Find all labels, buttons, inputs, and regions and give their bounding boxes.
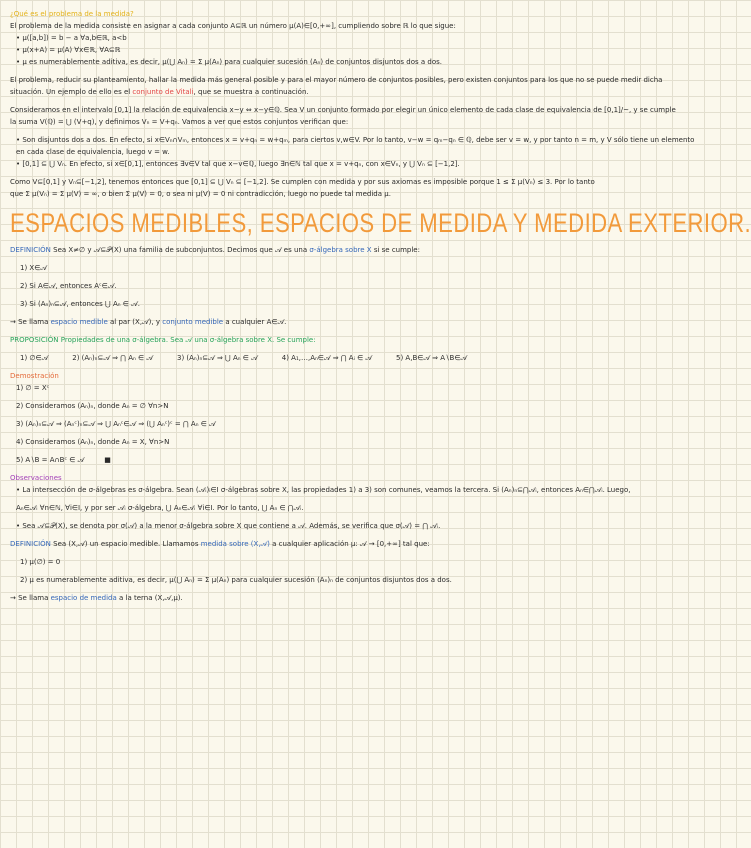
def1-item-1: 1) X∈𝒜 (20, 264, 47, 272)
prop-item-4: 4) A₁,…,Aₙ∈𝒜 ⇒ ⋂ Aᵢ ∈ 𝒜 (281, 354, 373, 362)
proof-2: 2) Consideramos (Aₙ)ₙ, donde Aₙ = ∅ ∀n>N (16, 402, 169, 410)
vitali-conclusion-1: Como V⊆[0,1] y Vₙ⊆[−1,2], tenemos entonces que [0,1] ⊆ ⋃ Vₙ ⊆ [−1,2]. Se cumplen con medida y por sus axiomas es imposible porque 1 ≤ Σ μ(Vₙ) ≤ 3. Por lo tanto (10, 178, 595, 186)
definition-measure: DEFINICIÓN Sea (X,𝒜) un espacio medible. Llamamos medida sobre (X,𝒜) a cualquier aplicación μ: 𝒜 → [0,+∞] tal que: (10, 540, 430, 548)
def2-item-2: 2) μ es numerablemente aditiva, es decir, μ(⋃ Aₙ) = Σ μ(Aₙ) para cualquier sucesión (Aₙ)ₙ de conjuntos disjuntos dos a dos. (20, 576, 452, 584)
vitali-claim-1b: en cada clase de equivalencia, luego v = w. (16, 148, 170, 156)
def2-note: → Se llama espacio de medida a la terna (X,𝒜,μ). (10, 594, 183, 602)
definition-sigma-algebra: DEFINICIÓN Sea X≠∅ y 𝒜⊆𝒫(X) una familia de subconjuntos. Decimos que 𝒜 es una σ-álgebra sobre X si se cumple: (10, 246, 420, 254)
vitali-line-2: la suma V(ℚ) = ⋃ (V+q), y definimos Vₙ = V+qₙ. Vamos a ver que estos conjuntos verifican que: (10, 118, 349, 126)
problem-line-1: El problema, reducir su planteamiento, hallar la medida más general posible y para el mayor número de conjuntos posibles, pero existen conjuntos para los que no se puede medir dicha (10, 76, 663, 84)
def2-item-1: 1) μ(∅) = 0 (20, 558, 61, 566)
proof-3: 3) (Aₙ)ₙ⊆𝒜 ⇒ (Aₙᶜ)ₙ⊆𝒜 ⇒ ⋃ Aₙᶜ∈𝒜 ⇒ (⋃ Aₙᶜ)ᶜ = ⋂ Aₙ ∈ 𝒜 (16, 420, 216, 428)
definition-label: DEFINICIÓN (10, 540, 51, 548)
observation-2: • Sea 𝒜⊆𝒫(X), se denota por σ(𝒜) a la menor σ-álgebra sobre X que contiene a 𝒜. Además, se verifica que σ(𝒜) = ⋂ 𝒜ᵢ. (16, 522, 441, 530)
proof-1: 1) ∅ = Xᶜ (16, 384, 50, 392)
intro-bullet-3: • μ es numerablemente aditiva, es decir, μ(⋃ Aₙ) = Σ μ(Aₙ) para cualquier sucesión (Aₙ) de conjuntos disjuntos dos a dos. (16, 58, 442, 66)
qed-mark: ■ (104, 456, 111, 464)
proof-label: Demostración (10, 372, 59, 380)
definition-label: DEFINICIÓN (10, 246, 51, 254)
proof-4: 4) Consideramos (Aₙ)ₙ, donde Aₙ = X, ∀n>N (16, 438, 170, 446)
prop-item-2: 2) (Aₙ)ₙ⊆𝒜 ⇒ ⋂ Aₙ ∈ 𝒜 (72, 354, 153, 362)
intro-bullet-1: • μ([a,b]) = b − a ∀a,b∈ℝ, a<b (16, 34, 127, 42)
proposition-label: PROPOSICIÓN (10, 336, 59, 344)
prop-item-3: 3) (Aₙ)ₙ⊆𝒜 ⇒ ⋃ Aₙ ∈ 𝒜 (177, 354, 258, 362)
prop-item-1: 1) ∅∈𝒜 (20, 354, 49, 362)
intro-line: El problema de la medida consiste en asignar a cada conjunto A⊆ℝ un número μ(A)∈[0,+∞], cumpliendo sobre ℝ lo que sigue: (10, 22, 456, 30)
proposition-items (10, 352, 646, 364)
observations-label: Observaciones (10, 474, 62, 482)
vitali-set-term: conjunto de Vitali (132, 88, 194, 96)
proof-5: 5) A∖B = A∩Bᶜ ∈ 𝒜 ■ (16, 456, 111, 464)
problem-line-2: situación. Un ejemplo de ello es el conjunto de Vitali, que se muestra a continuación. (10, 88, 309, 96)
prop-item-5: 5) A,B∈𝒜 ⇒ A∖B∈𝒜 (396, 354, 468, 362)
vitali-line-1: Consideramos en el intervalo [0,1] la relación de equivalencia x~y ⇔ x−y∈ℚ. Sea V un conjunto formado por elegir un único elemento de cada clase de equivalencia de [0,1]/~, y se cumple (10, 106, 676, 114)
def1-item-2: 2) Si A∈𝒜, entonces Aᶜ∈𝒜. (20, 282, 117, 290)
section-title: ESPACIOS MEDIBLES, ESPACIOS DE MEDIDA Y MEDIDA EXTERIOR. (10, 208, 751, 238)
proposition-title: PROPOSICIÓN Propiedades de una σ-álgebra. Sea 𝒜 una σ-álgebra sobre X. Se cumple: (10, 336, 316, 344)
vitali-claim-1a: • Son disjuntos dos a dos. En efecto, si x∈Vₙ∩Vₘ, entonces x = v+qₙ = w+qₘ, para ciertos v,w∈V. Por lo tanto, v−w = qₘ−qₙ ∈ ℚ, debe ser v = w, y por tanto n = m, y V sólo tiene un elemento (16, 136, 695, 144)
def1-item-3: 3) Si (Aₙ)ₙ⊆𝒜, entonces ⋃ Aₙ ∈ 𝒜. (20, 300, 140, 308)
intro-bullet-2: • μ(x+A) = μ(A) ∀x∈ℝ, ∀A⊆ℝ (16, 46, 121, 54)
intro-question: ¿Qué es el problema de la medida? (10, 10, 134, 18)
vitali-conclusion-2: que Σ μ(Vₙ) = Σ μ(V) = ∞, o bien Σ μ(V) = 0, o sea ni μ(V) = 0 ni contradicción, luego no puede tal medida μ. (10, 190, 391, 198)
observation-1a: • La intersección de σ-álgebras es σ-álgebra. Sean (𝒜ᵢ)ᵢ∈I σ-álgebras sobre X, las propiedades 1) a 3) son comunes, veamos la tercera. Si (Aₙ)ₙ⊆⋂𝒜ᵢ, entonces Aₙ∈⋂𝒜ᵢ. Luego, (16, 486, 631, 494)
vitali-claim-2: • [0,1] ⊆ ⋃ Vₙ. En efecto, si x∈[0,1], entonces ∃v∈V tal que x−v∈ℚ, luego ∃n∈ℕ tal que x = v+qₙ, con x∈Vₙ, y ⋃ Vₙ ⊆ [−1,2]. (16, 160, 460, 168)
def1-note: → Se llama espacio medible al par (X,𝒜), y conjunto medible a cualquier A∈𝒜. (10, 318, 287, 326)
observation-1b: Aₙ∈𝒜ᵢ ∀n∈ℕ, ∀i∈I, y por ser 𝒜ᵢ σ-álgebra, ⋃ Aₙ∈𝒜ᵢ ∀i∈I. Por lo tanto, ⋃ Aₙ ∈ ⋂𝒜ᵢ. (16, 504, 304, 512)
